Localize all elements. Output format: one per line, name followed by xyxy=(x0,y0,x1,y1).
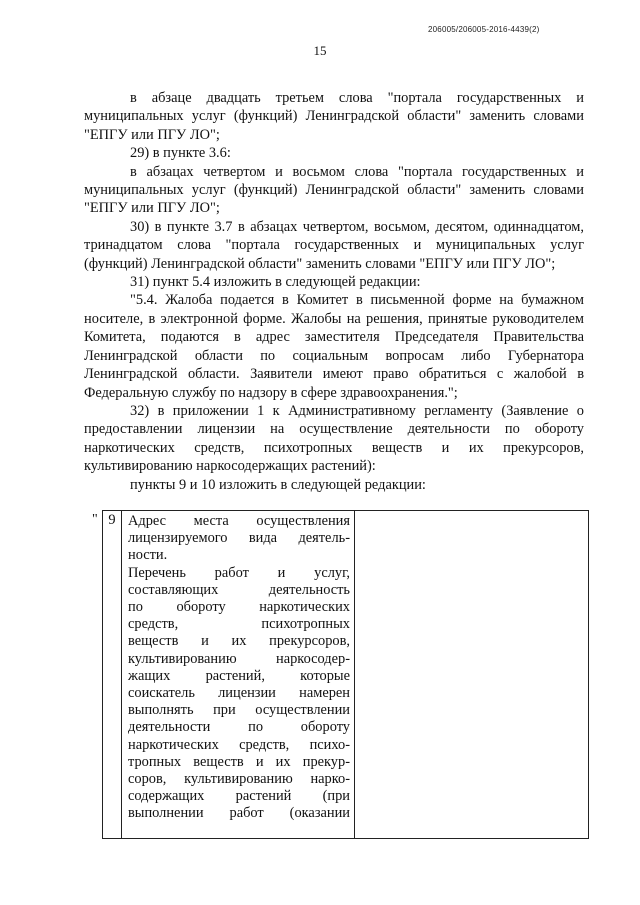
paragraph-abzac-4-8: в абзацах четвертом и восьмом слова "портала государственных и муниципальных услуг (функций) Ленинградской области" заменить словами "ЕПГУ или ПГУ ЛО"; xyxy=(84,163,584,217)
cell-line: лицензируемого вида деятель- xyxy=(128,530,350,547)
cell-line: составляющих деятельность xyxy=(128,581,350,598)
paragraph-item-32: 32) в приложении 1 к Административному регламенту (Заявление о предоставлении лицензии на осуществление деятельности по обороту наркотических средств, психотропных веществ и их прекурсоров, культивированию наркосодержащих растений): xyxy=(84,402,584,475)
cell-line: соискатель лицензии намерен xyxy=(128,685,350,702)
cell-line: веществ и их прекурсоров, xyxy=(128,633,350,650)
paragraph-abzac-23: в абзаце двадцать третьем слова "портала государственных и муниципальных услуг (функций) Ленинградской области" заменить словами "ЕПГУ или ПГУ ЛО"; xyxy=(84,90,584,143)
paragraph-item-31: 31) пункт 5.4 изложить в следующей редакции: xyxy=(130,274,421,291)
row-description-cell xyxy=(122,511,355,839)
table-row xyxy=(103,511,589,839)
row-number-cell: 9 xyxy=(103,511,122,839)
cell-line: выполнять при осуществлении xyxy=(128,702,350,719)
cell-line: тропных веществ и их прекур- xyxy=(128,753,350,770)
page-number: 15 xyxy=(313,43,327,58)
paragraph-items-9-10: пункты 9 и 10 изложить в следующей редакции: xyxy=(130,476,426,493)
cell-line: средств, психотропных xyxy=(128,616,350,633)
cell-line: выполнении работ (оказании xyxy=(128,805,350,822)
document-body xyxy=(84,89,584,494)
cell-line: жащих растений, которые xyxy=(128,667,350,684)
row-value-cell xyxy=(355,511,589,839)
open-quote-mark: " xyxy=(92,512,98,527)
cell-line: наркотических средств, психо- xyxy=(128,736,350,753)
cell-line: ности. xyxy=(128,547,168,564)
cell-line: Адрес места осуществления xyxy=(128,513,350,529)
paragraph-quote-5-4: "5.4. Жалоба подается в Комитет в письменной форме на бумажном носителе, в электронной форме. Жалобы на решения, принятые руководителем Комитета, подаются в адрес заместителя Председателя Правительства Ленинградской области по социальным вопросам либо Губернатора Ленинградской области. Заявители имеют право обратиться с жалобой в Федеральную службу по надзору в сфере здравоохранения."; xyxy=(84,292,584,401)
paragraph-item-30: 30) в пункте 3.7 в абзацах четвертом, восьмом, десятом, одиннадцатом, тринадцатом слова "портала государственных и муниципальных услуг (функций) Ленинградской области" заменить словами "ЕПГУ или ПГУ ЛО"; xyxy=(84,218,584,272)
form-table xyxy=(102,510,589,839)
cell-line: содержащих растений (при xyxy=(128,788,350,805)
paragraph-item-29: 29) в пункте 3.6: xyxy=(130,145,231,162)
cell-line: соров, культивированию нарко- xyxy=(128,771,350,788)
application-table xyxy=(84,510,589,840)
cell-line: по обороту наркотических xyxy=(128,599,350,616)
cell-line: деятельности по обороту xyxy=(128,719,350,736)
document-id: 206005/206005-2016-4439(2) xyxy=(428,25,540,34)
cell-line: культивированию наркосодер- xyxy=(128,650,350,667)
cell-line: Перечень работ и услуг, xyxy=(128,564,350,581)
